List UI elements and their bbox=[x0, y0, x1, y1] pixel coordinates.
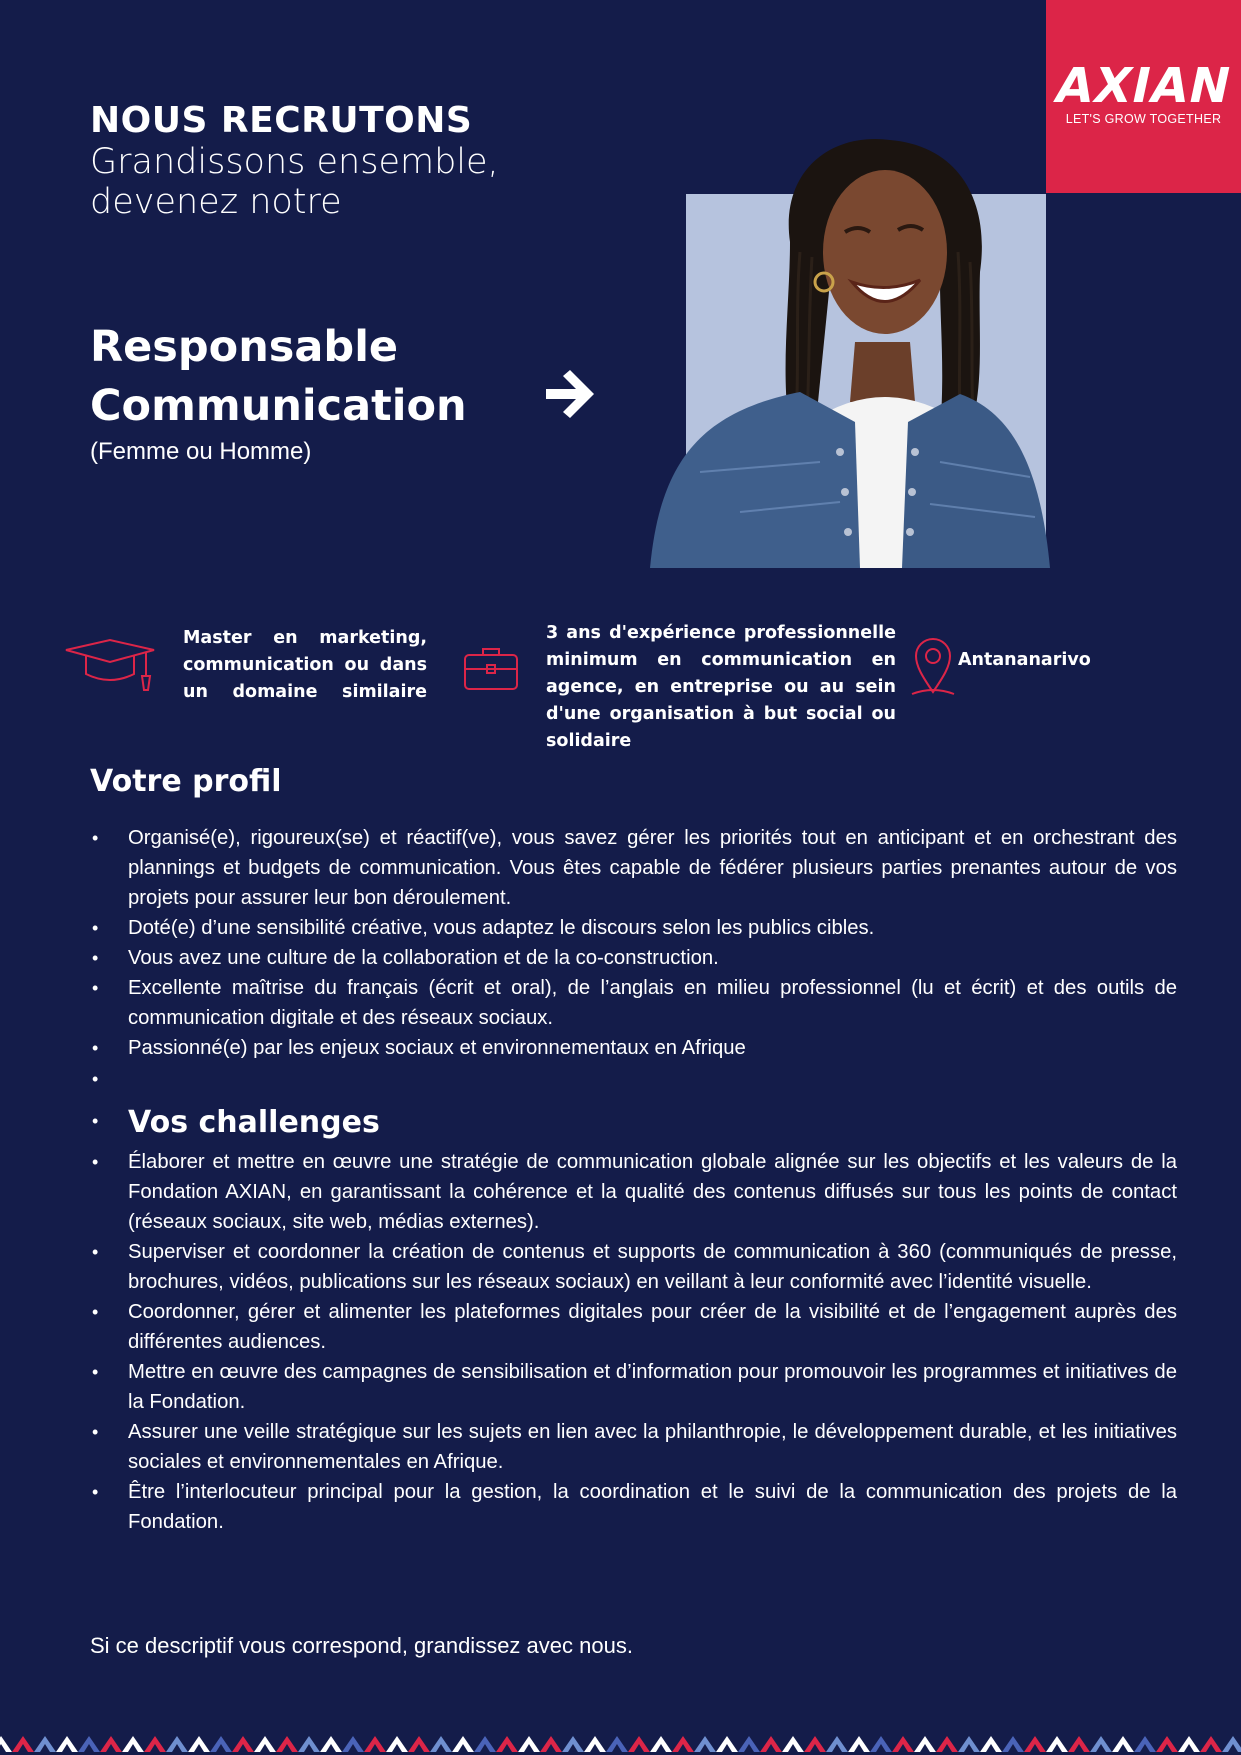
person-illustration bbox=[640, 132, 1060, 568]
challenge-item: • Élaborer et mettre en œuvre une stratégie de communication globale alignée sur les objectifs et les valeurs de la Fondation AXIAN, en garantissant la cohérence et la qualité des contenus diffusés sur tous les points de contact (réseaux sociaux, site web, médias externes). bbox=[90, 1147, 1177, 1237]
profile-item: • Vous avez une culture de la collaboration et de la co-construction. bbox=[90, 943, 1177, 973]
job-title-line1: Responsable bbox=[90, 322, 399, 372]
briefcase-icon bbox=[463, 645, 519, 691]
challenge-item: • Assurer une veille stratégique sur les sujets en lien avec la philanthropie, le développement durable, et les initiatives sociales et environnementales en Afrique. bbox=[90, 1417, 1177, 1477]
closing-line: Si ce descriptif vous correspond, grandissez avec nous. bbox=[90, 1633, 633, 1658]
empty-bullet: • bbox=[92, 1069, 99, 1089]
heading-subtitle bbox=[90, 142, 550, 222]
brand-logo bbox=[1046, 0, 1241, 193]
requirement-experience: 3 ans d'expérience professionnelle minimum en communication en agence, en entreprise ou au sein d'une organisation à but social ou solidaire bbox=[546, 623, 896, 751]
decorative-pattern-strip bbox=[0, 1730, 1241, 1755]
challenge-item: • Superviser et coordonner la création de contenus et supports de communication à 360 (communiqués de presse, brochures, vidéos, publications sur les réseaux sociaux) en veillant à leur conformité avec l’identité visuelle. bbox=[90, 1237, 1177, 1297]
challenges-list bbox=[90, 1147, 1177, 1537]
challenges-bullet: • bbox=[92, 1111, 99, 1131]
job-title-line2: Communication bbox=[90, 381, 467, 431]
brand-logo-tagline: LET'S GROW TOGETHER bbox=[1065, 112, 1222, 126]
challenge-item: • Mettre en œuvre des campagnes de sensibilisation et d’information pour promouvoir les programmes et initiatives de la Fondation. bbox=[90, 1357, 1177, 1417]
heading-subtitle-line1: Grandissons ensemble, bbox=[90, 142, 499, 182]
profile-list bbox=[90, 823, 1177, 1063]
requirement-location: Antananarivo bbox=[958, 650, 1091, 670]
graduation-cap-icon bbox=[64, 638, 156, 696]
candidate-photo bbox=[640, 132, 1060, 568]
profile-item: • Organisé(e), rigoureux(se) et réactif(ve), vous savez gérer les priorités tout en anticipant et en orchestrant des plannings et budgets de communication. Vous êtes capable de fédérer plusieurs parties prenantes autour de vos projets pour assurer leur bon déroulement. bbox=[90, 823, 1177, 913]
brand-logo-name: AXIAN bbox=[1050, 58, 1237, 114]
challenges-title: Vos challenges bbox=[128, 1105, 380, 1140]
heading-subtitle-line2: devenez notre bbox=[90, 182, 342, 222]
heading: NOUS RECRUTONS bbox=[90, 100, 473, 141]
requirement-education: Master en marketing, communication ou dans un domaine similaire bbox=[183, 628, 427, 702]
location-pin-icon bbox=[910, 636, 956, 698]
profile-item: • Doté(e) d’une sensibilité créative, vous adaptez le discours selon les publics cibles. bbox=[90, 913, 1177, 943]
challenge-item: • Être l’interlocuteur principal pour la gestion, la coordination et le suivi de la communication des projets de la Fondation. bbox=[90, 1477, 1177, 1537]
challenge-item: • Coordonner, gérer et alimenter les plateformes digitales pour créer de la visibilité et de l’engagement auprès des différentes audiences. bbox=[90, 1297, 1177, 1357]
profile-item: • Excellente maîtrise du français (écrit et oral), de l’anglais en milieu professionnel (lu et écrit) et des outils de communication digitale et des réseaux sociaux. bbox=[90, 973, 1177, 1033]
job-title bbox=[90, 318, 510, 436]
profile-title: Votre profil bbox=[90, 764, 282, 799]
profile-item: • Passionné(e) par les enjeux sociaux et environnementaux en Afrique bbox=[90, 1033, 1177, 1063]
arrow-right-icon bbox=[542, 368, 602, 420]
job-gender: (Femme ou Homme) bbox=[90, 438, 312, 465]
